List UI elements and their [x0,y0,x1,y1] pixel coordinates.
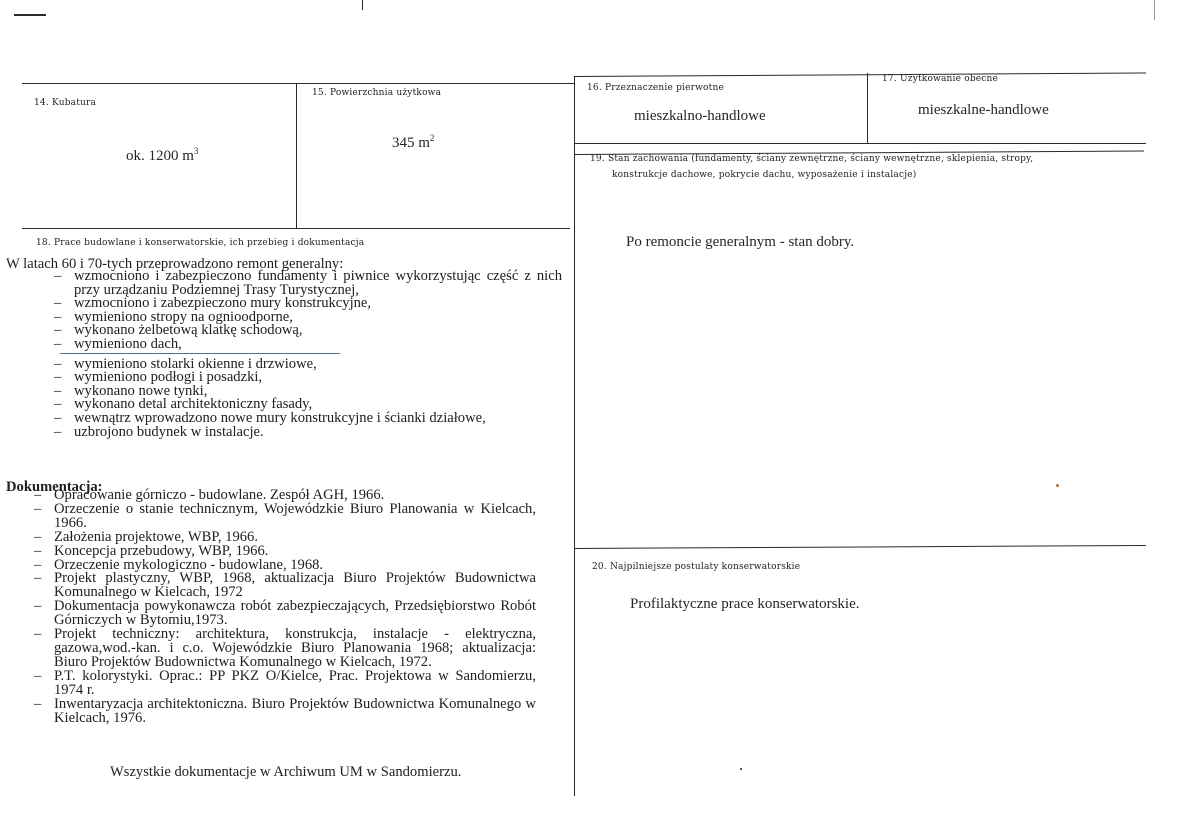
list-item: – Projekt plastyczny, WBP, 1968, aktualizacja Biuro Projektów Budownictwa Komunalnego w Kielcach, 1972 [6,572,536,600]
handwritten-underline [60,353,340,354]
list-item: – Projekt techniczny: architektura, konstrukcja, instalacje - elektryczna, gazowa,wod.-kan. i c.o. Wojewódzkie Biuro Planowania 1968; aktualizacja: Biuro Projektów Budownictwa Komunalnego w Kielcach, 1972. [6,628,536,670]
row-border-16-19 [574,143,1146,144]
list-item: – wymieniono stolarki okienne i drzwiowe, [6,358,562,372]
list-item: – Orzeczenie mykologiczno - budowlane, 1968. [6,559,536,573]
list-item: – Inwentaryzacja architektoniczna. Biuro Projektów Budownictwa Komunalnego w Kielcach, 1976. [6,698,536,726]
field-17-value: mieszkalne-handlowe [918,102,1049,118]
col-divider-14-15 [296,83,297,228]
row-border-19-20 [574,545,1146,549]
col-divider-16-17 [867,73,868,144]
list-item: – wymieniono dach, [6,338,562,352]
scan-speck [740,768,742,770]
field-19-value: Po remoncie generalnym - stan dobry. [626,234,855,250]
documentation-list [6,489,536,725]
field-19-label-line2: konstrukcje dachowe, pokrycie dachu, wyposażenie i instalacje) [612,170,917,180]
right-edge-line [1154,0,1155,20]
field-15-value [392,133,434,152]
list-item: – Koncepcja przebudowy, WBP, 1966. [6,545,536,559]
list-item: – wykonano nowe tynki, [6,385,562,399]
field-18-label: 18. Prace budowlane i konserwatorskie, ich przebieg i dokumentacja [36,238,365,248]
list-item: – Opracowanie górniczo - budowlane. Zespół AGH, 1966. [6,489,536,503]
field-17-label: 17. Użytkowanie obecne [882,74,999,84]
list-item: – Dokumentacja powykonawcza robót zabezpieczających, Przedsiębiorstwo Robót Górniczych w Bytomiu,1973. [6,600,536,628]
list-item: – wykonano detal architektoniczny fasady, [6,398,562,412]
list-item: – Założenia projektowe, WBP, 1966. [6,531,536,545]
list-item: – wymieniono stropy na ognioodporne, [6,311,562,325]
works-list [6,270,562,439]
archive-note: Wszystkie dokumentacje w Archiwum UM w Sandomierzu. [110,764,462,780]
top-left-dash [14,14,46,16]
field-20-label: 20. Najpilniejsze postulaty konserwatorskie [592,562,801,572]
row-top-border-right [574,73,1146,77]
field-14-value [126,146,198,165]
col-divider-main [574,76,575,796]
list-item: – uzbrojono budynek w instalacje. [6,426,562,440]
row-top-border-left [22,83,574,84]
list-item: – wewnątrz wprowadzono nowe mury konstrukcyjne i ścianki działowe, [6,412,562,426]
row-border-14-18 [22,228,570,229]
field-16-label: 16. Przeznaczenie pierwotne [587,83,725,93]
list-item: – wymieniono podłogi i posadzki, [6,371,562,385]
list-item: – wzmocniono i zabezpieczono fundamenty i piwnice wykorzystując część z nich przy urządzaniu Podziemnej Trasy Turystycznej, [6,270,562,297]
field-15-value-text: 345 m [392,135,430,151]
field-14-label: 14. Kubatura [34,98,97,108]
list-item: – wzmocniono i zabezpieczono mury konstrukcyjne, [6,297,562,311]
list-item: – wykonano żelbetową klatkę schodową, [6,324,562,338]
top-tick [362,0,363,10]
field-15-label: 15. Powierzchnia użytkowa [312,88,442,98]
field-18-intro: W latach 60 i 70-tych przeprowadzono remont generalny: [6,256,344,272]
field-14-value-text: ok. 1200 m [126,148,194,164]
scan-speck [1056,484,1059,487]
list-item: – Orzeczenie o stanie technicznym, Wojewódzkie Biuro Planowania w Kielcach, 1966. [6,503,536,531]
field-20-value: Profilaktyczne prace konserwatorskie. [630,596,860,612]
documentation-heading: Dokumentacja: [6,479,103,495]
list-item: – P.T. kolorystyki. Oprac.: PP PKZ O/Kielce, Prac. Projektowa w Sandomierzu, 1974 r. [6,670,536,698]
field-14-value-unit: 3 [193,146,199,156]
field-19-label-line1: 19. Stan zachowania (fundamenty, ściany zewnętrzne, ściany wewnętrzne, sklepienia, stropy, [590,154,1034,164]
field-15-value-unit: 2 [429,133,435,143]
field-16-value: mieszkalno-handlowe [634,108,766,124]
